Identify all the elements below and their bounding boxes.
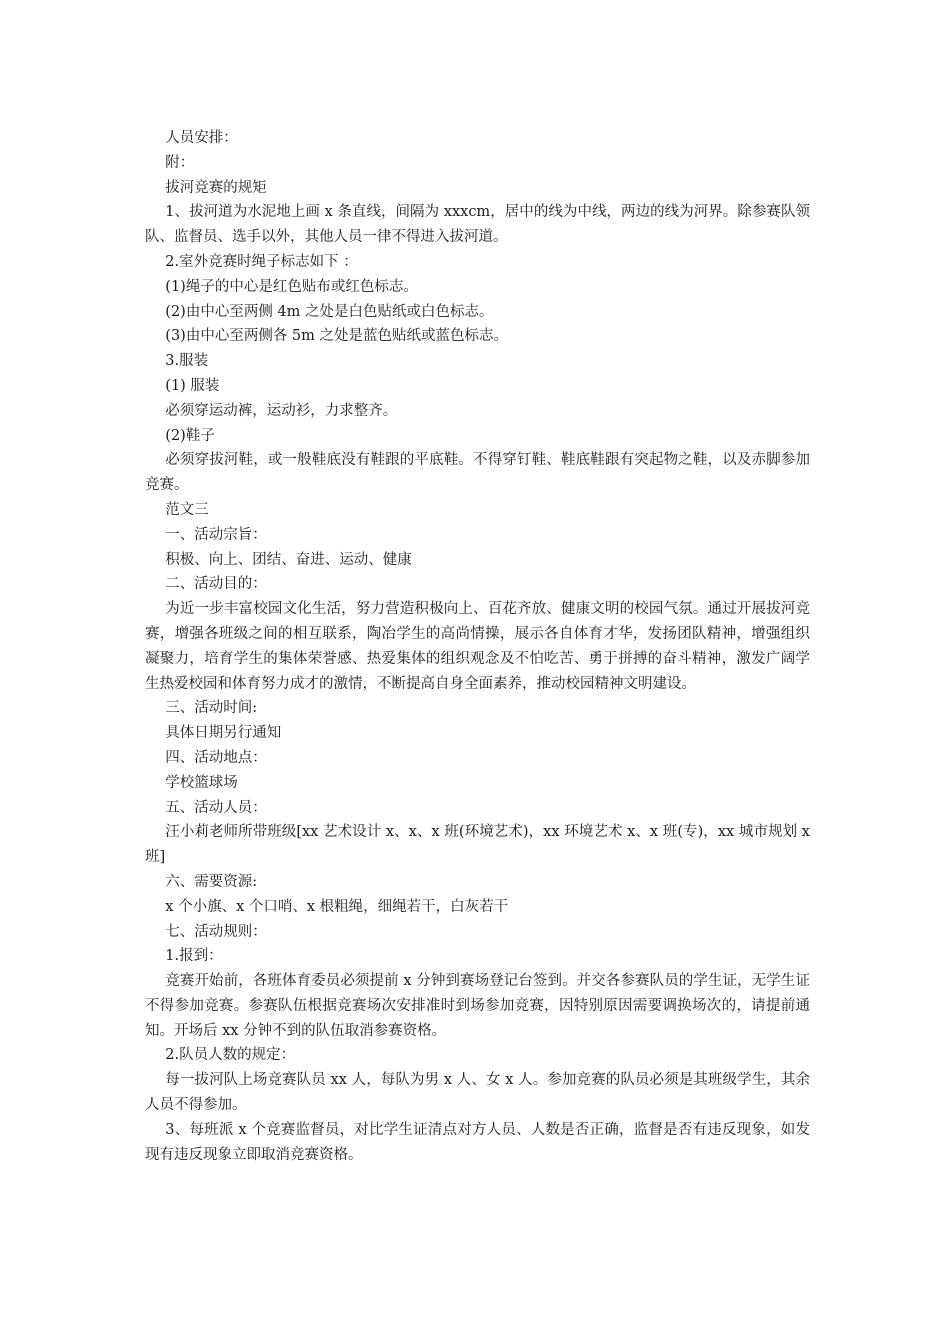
paragraph: 具体日期另行通知 xyxy=(165,725,282,742)
paragraph: 2.队员人数的规定： xyxy=(165,1047,296,1064)
paragraph: (2)鞋子 xyxy=(165,427,215,444)
section-title: 范文三 xyxy=(165,501,209,518)
section-title: 拔河竞赛的规矩 xyxy=(165,179,267,196)
paragraph: (3)由中心至两侧各 5m 之处是蓝色贴纸或蓝色标志。 xyxy=(165,328,509,345)
paragraph: 3.服装 xyxy=(165,353,209,370)
paragraph: 汪小莉老师所带班级[xx 艺术设计 x、x、x 班(环境艺术)，xx 环境艺术 x、x 班(专)，xx 城市规划 x 班] xyxy=(145,824,810,866)
paragraph: x 个小旗、x 个口哨、x 根粗绳，细绳若干，白灰若干 xyxy=(165,898,509,915)
paragraph: 附： xyxy=(165,154,195,171)
paragraph: (2)由中心至两侧 4m 之处是白色贴纸或白色标志。 xyxy=(165,303,494,320)
paragraph: 积极、向上、团结、奋进、运动、健康 xyxy=(165,551,412,568)
paragraph: 每一拔河队上场竞赛队员 xx 人，每队为男 x 人、女 x 人。参加竞赛的队员必须是其班级学生，其余人员不得参加。 xyxy=(145,1072,810,1114)
paragraph: 为近一步丰富校园文化生活，努力营造积极向上、百花齐放、健康文明的校园气氛。通过开展拔河竞赛，增强各班级之间的相互联系，陶冶学生的高尚情操，展示各自体育才华，发扬团队精神，增强组织凝聚力，培育学生的集体荣誉感、热爱集体的组织观念及不怕吃苦、勇于拼搏的奋斗精神，激发广阔学生热爱校园和体育努力成才的激情，不断提高自身全面素养，推动校园精神文明建设。 xyxy=(145,601,810,692)
paragraph: 1.报到： xyxy=(165,948,223,965)
paragraph: 竞赛开始前，各班体育委员必须提前 x 分钟到赛场登记台签到。并交各参赛队员的学生证，无学生证不得参加竞赛。参赛队伍根据竞赛场次安排准时到场参加竞赛，因特别原因需要调换场次的，请提前通知。开场后 xx 分钟不到的队伍取消参赛资格。 xyxy=(145,973,810,1039)
paragraph: 必须穿运动裤，运动衫，力求整齐。 xyxy=(165,402,398,419)
paragraph: 必须穿拔河鞋，或一般鞋底没有鞋跟的平底鞋。不得穿钉鞋、鞋底鞋跟有突起物之鞋，以及赤脚参加竞赛。 xyxy=(145,452,810,494)
paragraph: 七、活动规则： xyxy=(165,923,267,940)
paragraph: 1、拔河道为水泥地上画 x 条直线，间隔为 xxxcm，居中的线为中线，两边的线为河界。除参赛队领队、监督员、选手以外，其他人员一律不得进入拔河道。 xyxy=(145,204,810,246)
paragraph: 五、活动人员： xyxy=(165,799,267,816)
paragraph: 三、活动时间: xyxy=(165,700,258,717)
paragraph: 一、活动宗旨： xyxy=(165,526,267,543)
paragraph: 二、活动目的： xyxy=(165,576,267,593)
paragraph: 3、每班派 x 个竞赛监督员，对比学生证清点对方人员、人数是否正确，监督是否有违反现象，如发现有违反现象立即取消竞赛资格。 xyxy=(145,1121,810,1163)
paragraph: 2.室外竞赛时绳子标志如下 ： xyxy=(165,253,358,270)
paragraph: (1)绳子的中心是红色贴布或红色标志。 xyxy=(165,278,418,295)
paragraph: (1) 服装 xyxy=(165,377,220,394)
document-body xyxy=(145,126,810,1167)
paragraph: 四、活动地点： xyxy=(165,749,267,766)
paragraph: 人员安排： xyxy=(165,130,238,146)
paragraph: 学校篮球场 xyxy=(165,774,238,791)
paragraph: 六、需要资源: xyxy=(165,873,258,890)
